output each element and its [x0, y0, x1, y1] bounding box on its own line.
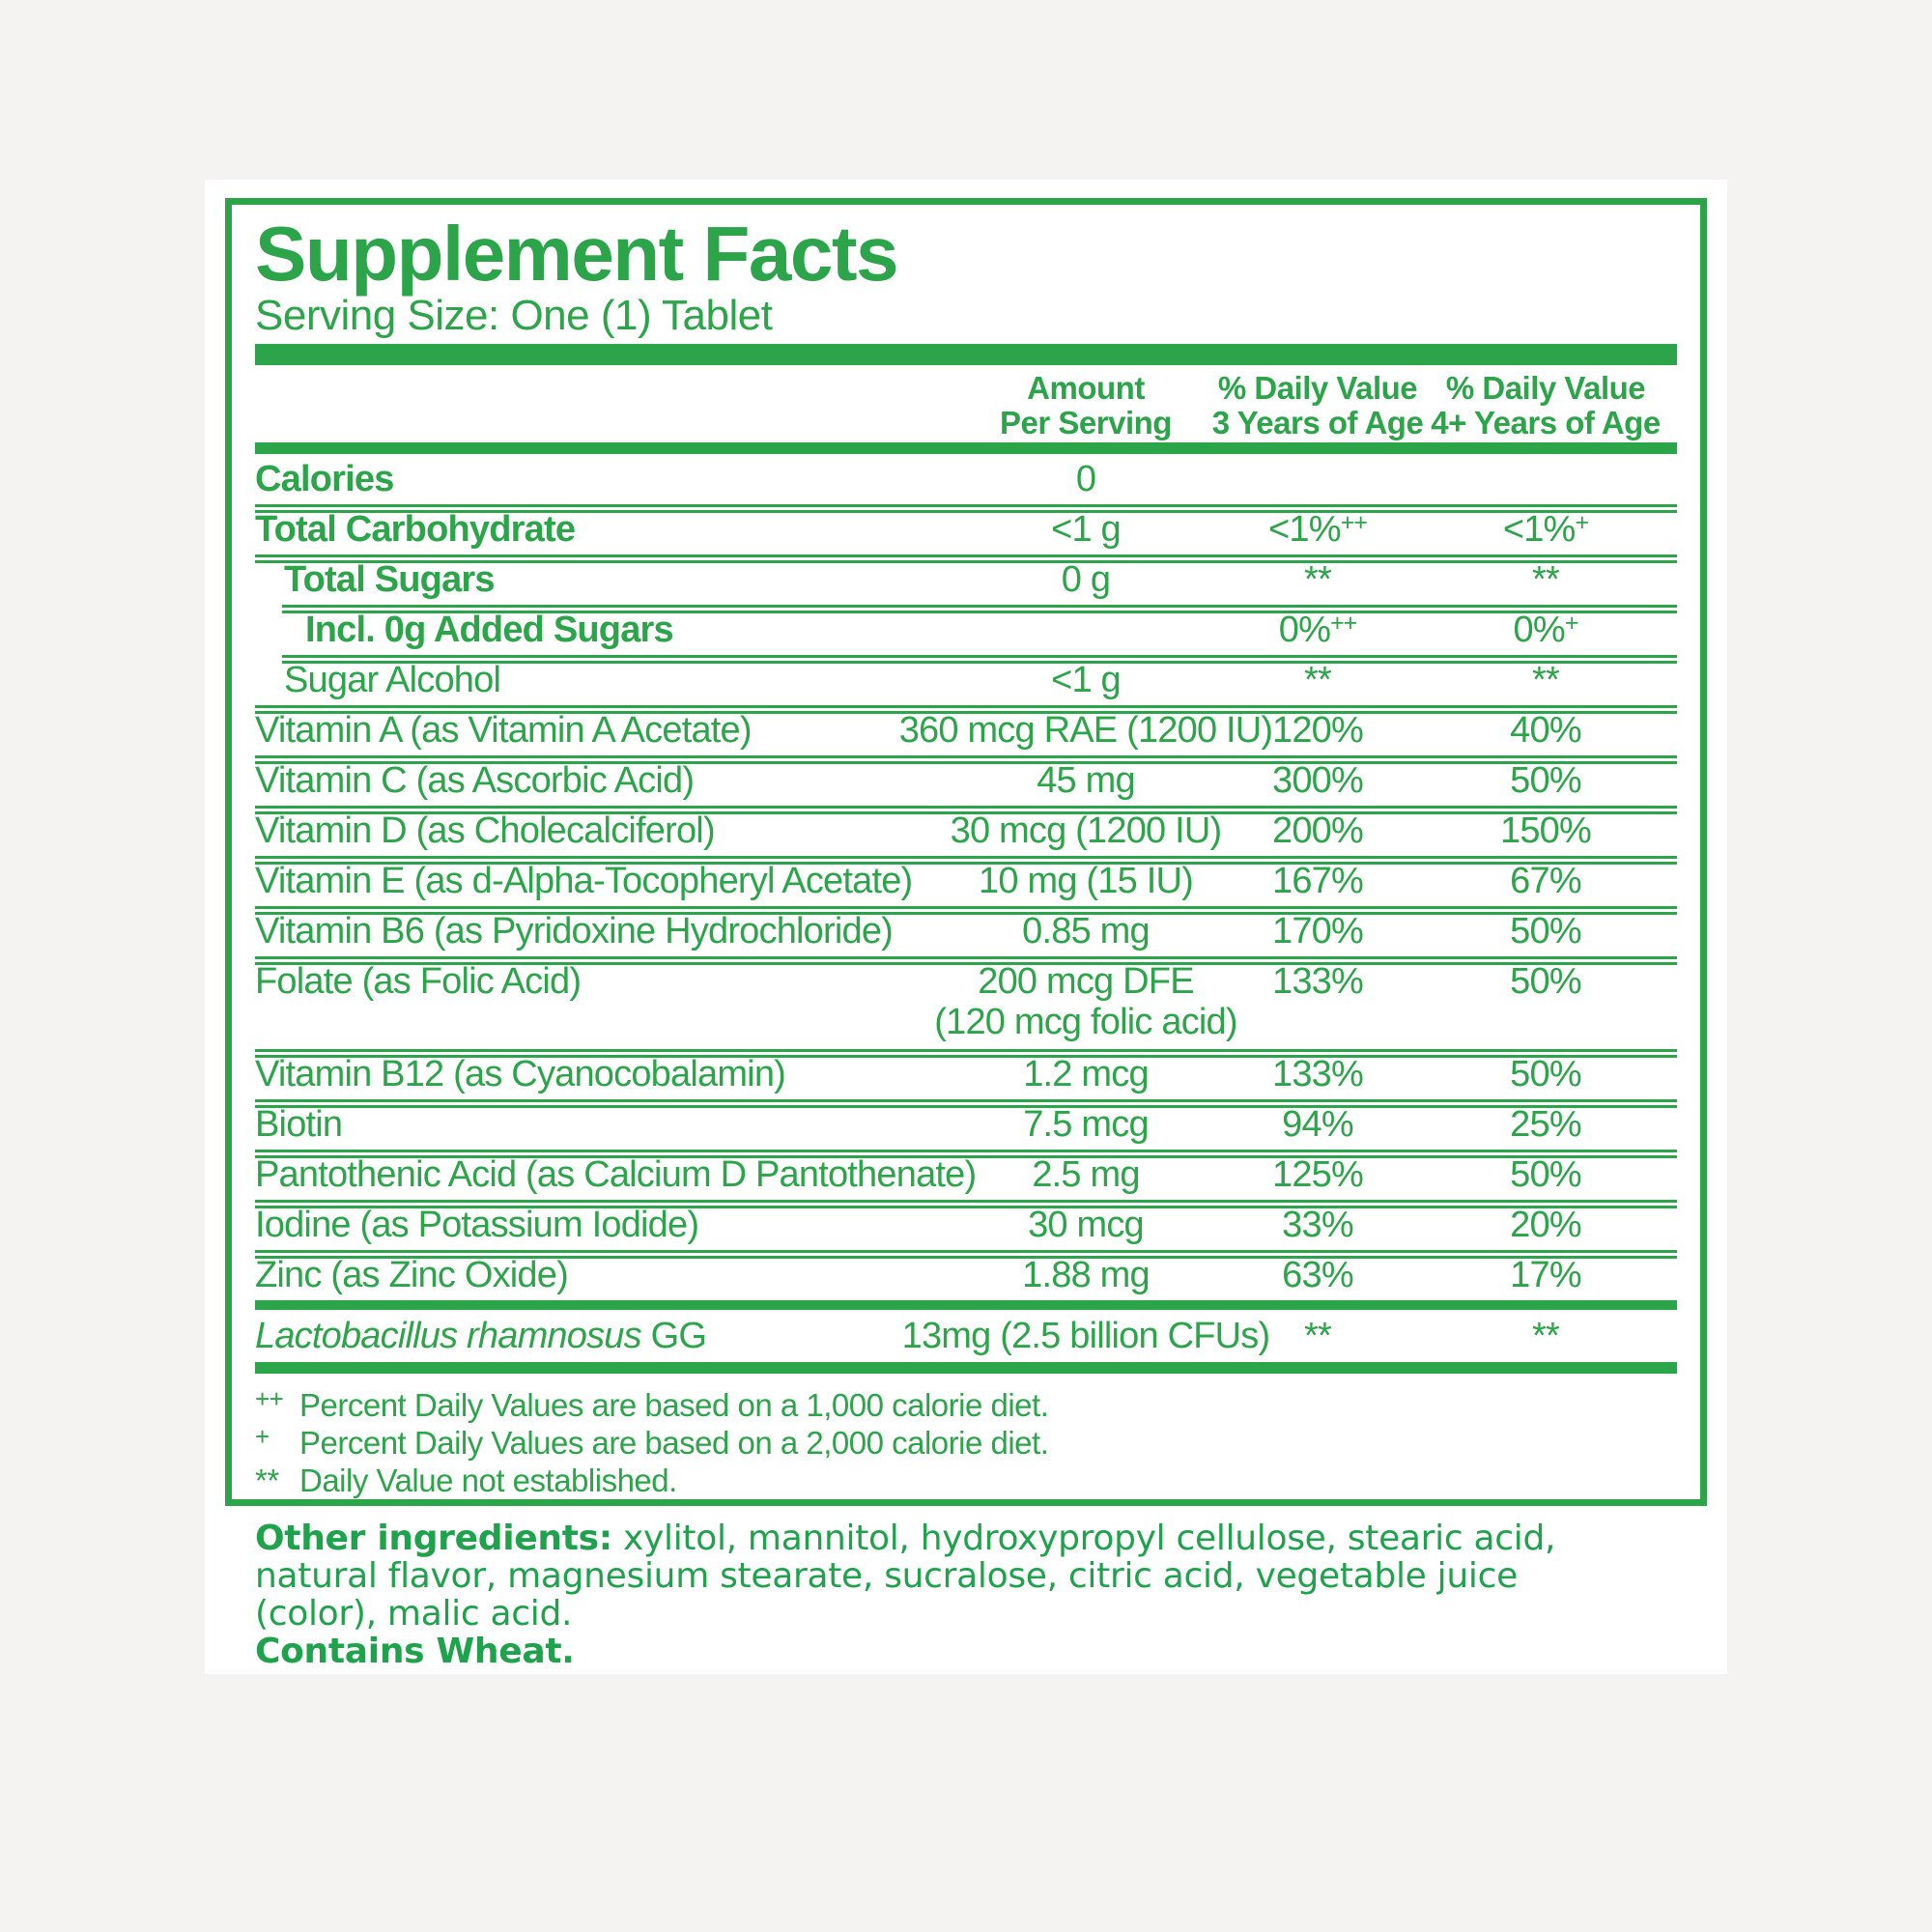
- row-amount-line1: 10 mg (15 IU): [979, 861, 1193, 901]
- divider-thick: [255, 1300, 1677, 1310]
- daily-value-text: 0%: [1278, 610, 1331, 650]
- daily-value-text: 17%: [1510, 1255, 1581, 1295]
- daily-value-text: 20%: [1510, 1205, 1581, 1245]
- row-name: [255, 605, 1677, 655]
- page-title: Supplement Facts: [255, 211, 898, 297]
- table-row: [255, 1150, 1677, 1200]
- row-name: [255, 856, 1677, 906]
- row-name-text: Sugar Alcohol: [284, 660, 501, 700]
- table-row: [255, 504, 1677, 554]
- row-name: [255, 655, 1677, 705]
- row-name-text: Iodine (as Potassium Iodide): [255, 1205, 699, 1245]
- table-row: [255, 906, 1677, 956]
- row-name-text: Folate (as Folic Acid): [255, 961, 582, 1002]
- daily-value-text: 0%: [1513, 610, 1565, 650]
- daily-value-text: 125%: [1272, 1154, 1363, 1195]
- daily-value-superscript: ++: [1330, 610, 1357, 637]
- daily-value-text: **: [1304, 559, 1331, 600]
- daily-value-superscript: +: [1564, 610, 1578, 637]
- row-amount-line1: <1 g: [1051, 660, 1121, 700]
- table-row: [255, 1250, 1677, 1300]
- daily-value-text: **: [1532, 1316, 1559, 1356]
- row-amount-line1: 1.88 mg: [1022, 1255, 1150, 1295]
- row-amount-line1: 360 mcg RAE (1200 IU): [898, 710, 1273, 751]
- row-name-text: Vitamin A (as Vitamin A Acetate): [255, 710, 752, 751]
- row-name: [255, 755, 1677, 806]
- table-header-row: [255, 365, 1677, 442]
- row-amount-line1: 13mg (2.5 billion CFUs): [901, 1316, 1270, 1356]
- daily-value-text: 67%: [1510, 861, 1581, 901]
- row-name-text: Vitamin B6 (as Pyridoxine Hydrochloride): [255, 911, 894, 952]
- daily-value-superscript: +: [1575, 509, 1589, 536]
- daily-value-text: 63%: [1282, 1255, 1353, 1295]
- contains-allergen: Contains Wheat.: [255, 1632, 575, 1671]
- row-name-text: Incl. 0g Added Sugars: [305, 610, 673, 650]
- footnote-text: Percent Daily Values are based on a 2,000 calorie diet.: [299, 1425, 1049, 1461]
- label-page: [205, 180, 1727, 1674]
- table-row: [255, 605, 1677, 655]
- row-name: [255, 554, 1677, 605]
- other-ingredients-rest: xylitol, mannitol, hydroxypropyl cellulose, stearic acid,: [611, 1519, 1556, 1558]
- column-header-dv4-line2: 4+ Years of Age: [1431, 405, 1661, 440]
- table-row: [255, 956, 1677, 1049]
- row-name-text: Vitamin C (as Ascorbic Acid): [255, 760, 695, 801]
- row-name-text: Vitamin D (as Cholecalciferol): [255, 810, 715, 851]
- row-name-text: Vitamin B12 (as Cyanocobalamin): [255, 1054, 786, 1094]
- daily-value-text: 25%: [1510, 1104, 1581, 1145]
- table-row: [255, 755, 1677, 806]
- row-name: [255, 1200, 1677, 1250]
- table-row: [255, 1310, 1677, 1362]
- other-ingredients-line3: (color), malic acid.: [255, 1594, 573, 1634]
- row-name-text: Vitamin E (as d-Alpha-Tocopheryl Acetate): [255, 861, 913, 901]
- footnotes: [255, 1374, 1677, 1499]
- daily-value-text: 50%: [1510, 1054, 1581, 1094]
- table-row: [255, 1099, 1677, 1150]
- daily-value-text: <1%: [1268, 509, 1341, 550]
- table-row: [255, 705, 1677, 755]
- row-amount-line1: 30 mcg: [1028, 1205, 1144, 1245]
- table-row: [255, 856, 1677, 906]
- daily-value-text: **: [1532, 559, 1559, 600]
- supplement-facts-panel: [225, 198, 1707, 1506]
- row-amount-line2: (120 mcg folic acid): [934, 1002, 1237, 1042]
- daily-value-superscript: ++: [1340, 509, 1367, 536]
- daily-value-text: 170%: [1272, 911, 1363, 952]
- row-name-text: Zinc (as Zinc Oxide): [255, 1255, 568, 1295]
- daily-value-text: 167%: [1272, 861, 1363, 901]
- row-name: [255, 454, 1677, 504]
- daily-value-text: 133%: [1272, 1054, 1363, 1094]
- row-name-text: Calories: [255, 459, 394, 499]
- daily-value-text: 50%: [1510, 760, 1581, 801]
- divider-thick: [255, 1362, 1677, 1374]
- table-row: [255, 1200, 1677, 1250]
- footnote-marker: +: [255, 1422, 270, 1451]
- row-name: [255, 1099, 1677, 1150]
- row-name: [255, 906, 1677, 956]
- row-amount-line1: 0.85 mg: [1022, 911, 1150, 952]
- row-amount-line1: 7.5 mcg: [1023, 1104, 1149, 1145]
- daily-value-text: 50%: [1510, 961, 1581, 1002]
- daily-value-text: 120%: [1272, 710, 1363, 751]
- table-row: [255, 454, 1677, 504]
- daily-value-text: 50%: [1510, 911, 1581, 952]
- row-name: [255, 806, 1677, 856]
- daily-value-text: 40%: [1510, 710, 1581, 751]
- row-amount-line1: 45 mg: [1037, 760, 1135, 801]
- row-name: [255, 1049, 1677, 1099]
- footnote-marker: **: [255, 1463, 279, 1498]
- row-name: [255, 1250, 1677, 1300]
- column-header-dv3-line1: % Daily Value: [1217, 370, 1418, 406]
- row-name: [255, 504, 1677, 554]
- daily-value-text: 300%: [1272, 760, 1363, 801]
- other-ingredients-line2: natural flavor, magnesium stearate, sucralose, citric acid, vegetable juice: [255, 1556, 1518, 1596]
- other-ingredients-line1: [255, 1520, 1685, 1557]
- rows-container: [255, 454, 1677, 1374]
- column-header-dv4-line1: % Daily Value: [1445, 370, 1646, 406]
- row-name-text: Pantothenic Acid (as Calcium D Pantothenate): [255, 1154, 977, 1195]
- table-row: [255, 1049, 1677, 1099]
- row-name-text: GG: [640, 1316, 707, 1356]
- row-name: [255, 1150, 1677, 1200]
- other-ingredients: [255, 1520, 1685, 1670]
- row-name-text: Total Sugars: [284, 559, 495, 600]
- row-name: [255, 956, 1677, 1007]
- row-name: [255, 1310, 1677, 1362]
- footnote-text: Daily Value not established.: [299, 1463, 677, 1498]
- column-header-dv-4plus: [1430, 371, 1662, 440]
- daily-value-text: 94%: [1282, 1104, 1353, 1145]
- row-name-text: Total Carbohydrate: [255, 509, 576, 550]
- daily-value-text: 33%: [1282, 1205, 1353, 1245]
- row-amount-line1: <1 g: [1051, 509, 1121, 550]
- row-amount-line1: 2.5 mg: [1032, 1154, 1140, 1195]
- column-header-dv-3years: [1202, 371, 1434, 440]
- daily-value-text: <1%: [1502, 509, 1576, 550]
- row-amount-line1: 30 mcg (1200 IU): [950, 810, 1222, 851]
- daily-value-text: **: [1304, 1316, 1331, 1356]
- footnote-marker: ++: [255, 1384, 284, 1413]
- row-amount-line1: 1.2 mcg: [1023, 1054, 1149, 1094]
- table-row: [255, 554, 1677, 605]
- row-name-text: Biotin: [255, 1104, 343, 1145]
- table-row: [255, 806, 1677, 856]
- footnote: [255, 1386, 1677, 1424]
- footnote: [255, 1462, 1677, 1499]
- row-amount-line1: 200 mcg DFE: [978, 961, 1194, 1002]
- serving-size-text: Serving Size: One (1) Tablet: [255, 292, 773, 339]
- daily-value-text: 133%: [1272, 961, 1363, 1002]
- footnote: [255, 1424, 1677, 1462]
- daily-value-text: 200%: [1272, 810, 1363, 851]
- daily-value-text: 50%: [1510, 1154, 1581, 1195]
- column-header-amount-line2: Per Serving: [1000, 405, 1172, 440]
- daily-value-text: **: [1532, 660, 1559, 700]
- divider-medium: [255, 442, 1677, 454]
- daily-value-text: **: [1304, 660, 1331, 700]
- other-ingredients-lead: Other ingredients:: [255, 1519, 612, 1558]
- row-name: [255, 705, 1677, 755]
- column-header-amount-line1: Amount: [1027, 370, 1145, 406]
- daily-value-text: 150%: [1500, 810, 1591, 851]
- row-amount-line1: 0: [1075, 459, 1096, 499]
- footnote-text: Percent Daily Values are based on a 1,000 calorie diet.: [299, 1387, 1049, 1423]
- column-header-dv3-line2: 3 Years of Age: [1211, 405, 1424, 440]
- row-amount-line1: 0 g: [1061, 559, 1111, 600]
- divider-thick: [255, 344, 1677, 365]
- table-row: [255, 655, 1677, 705]
- row-name-italic: Lactobacillus rhamnosus: [255, 1316, 641, 1356]
